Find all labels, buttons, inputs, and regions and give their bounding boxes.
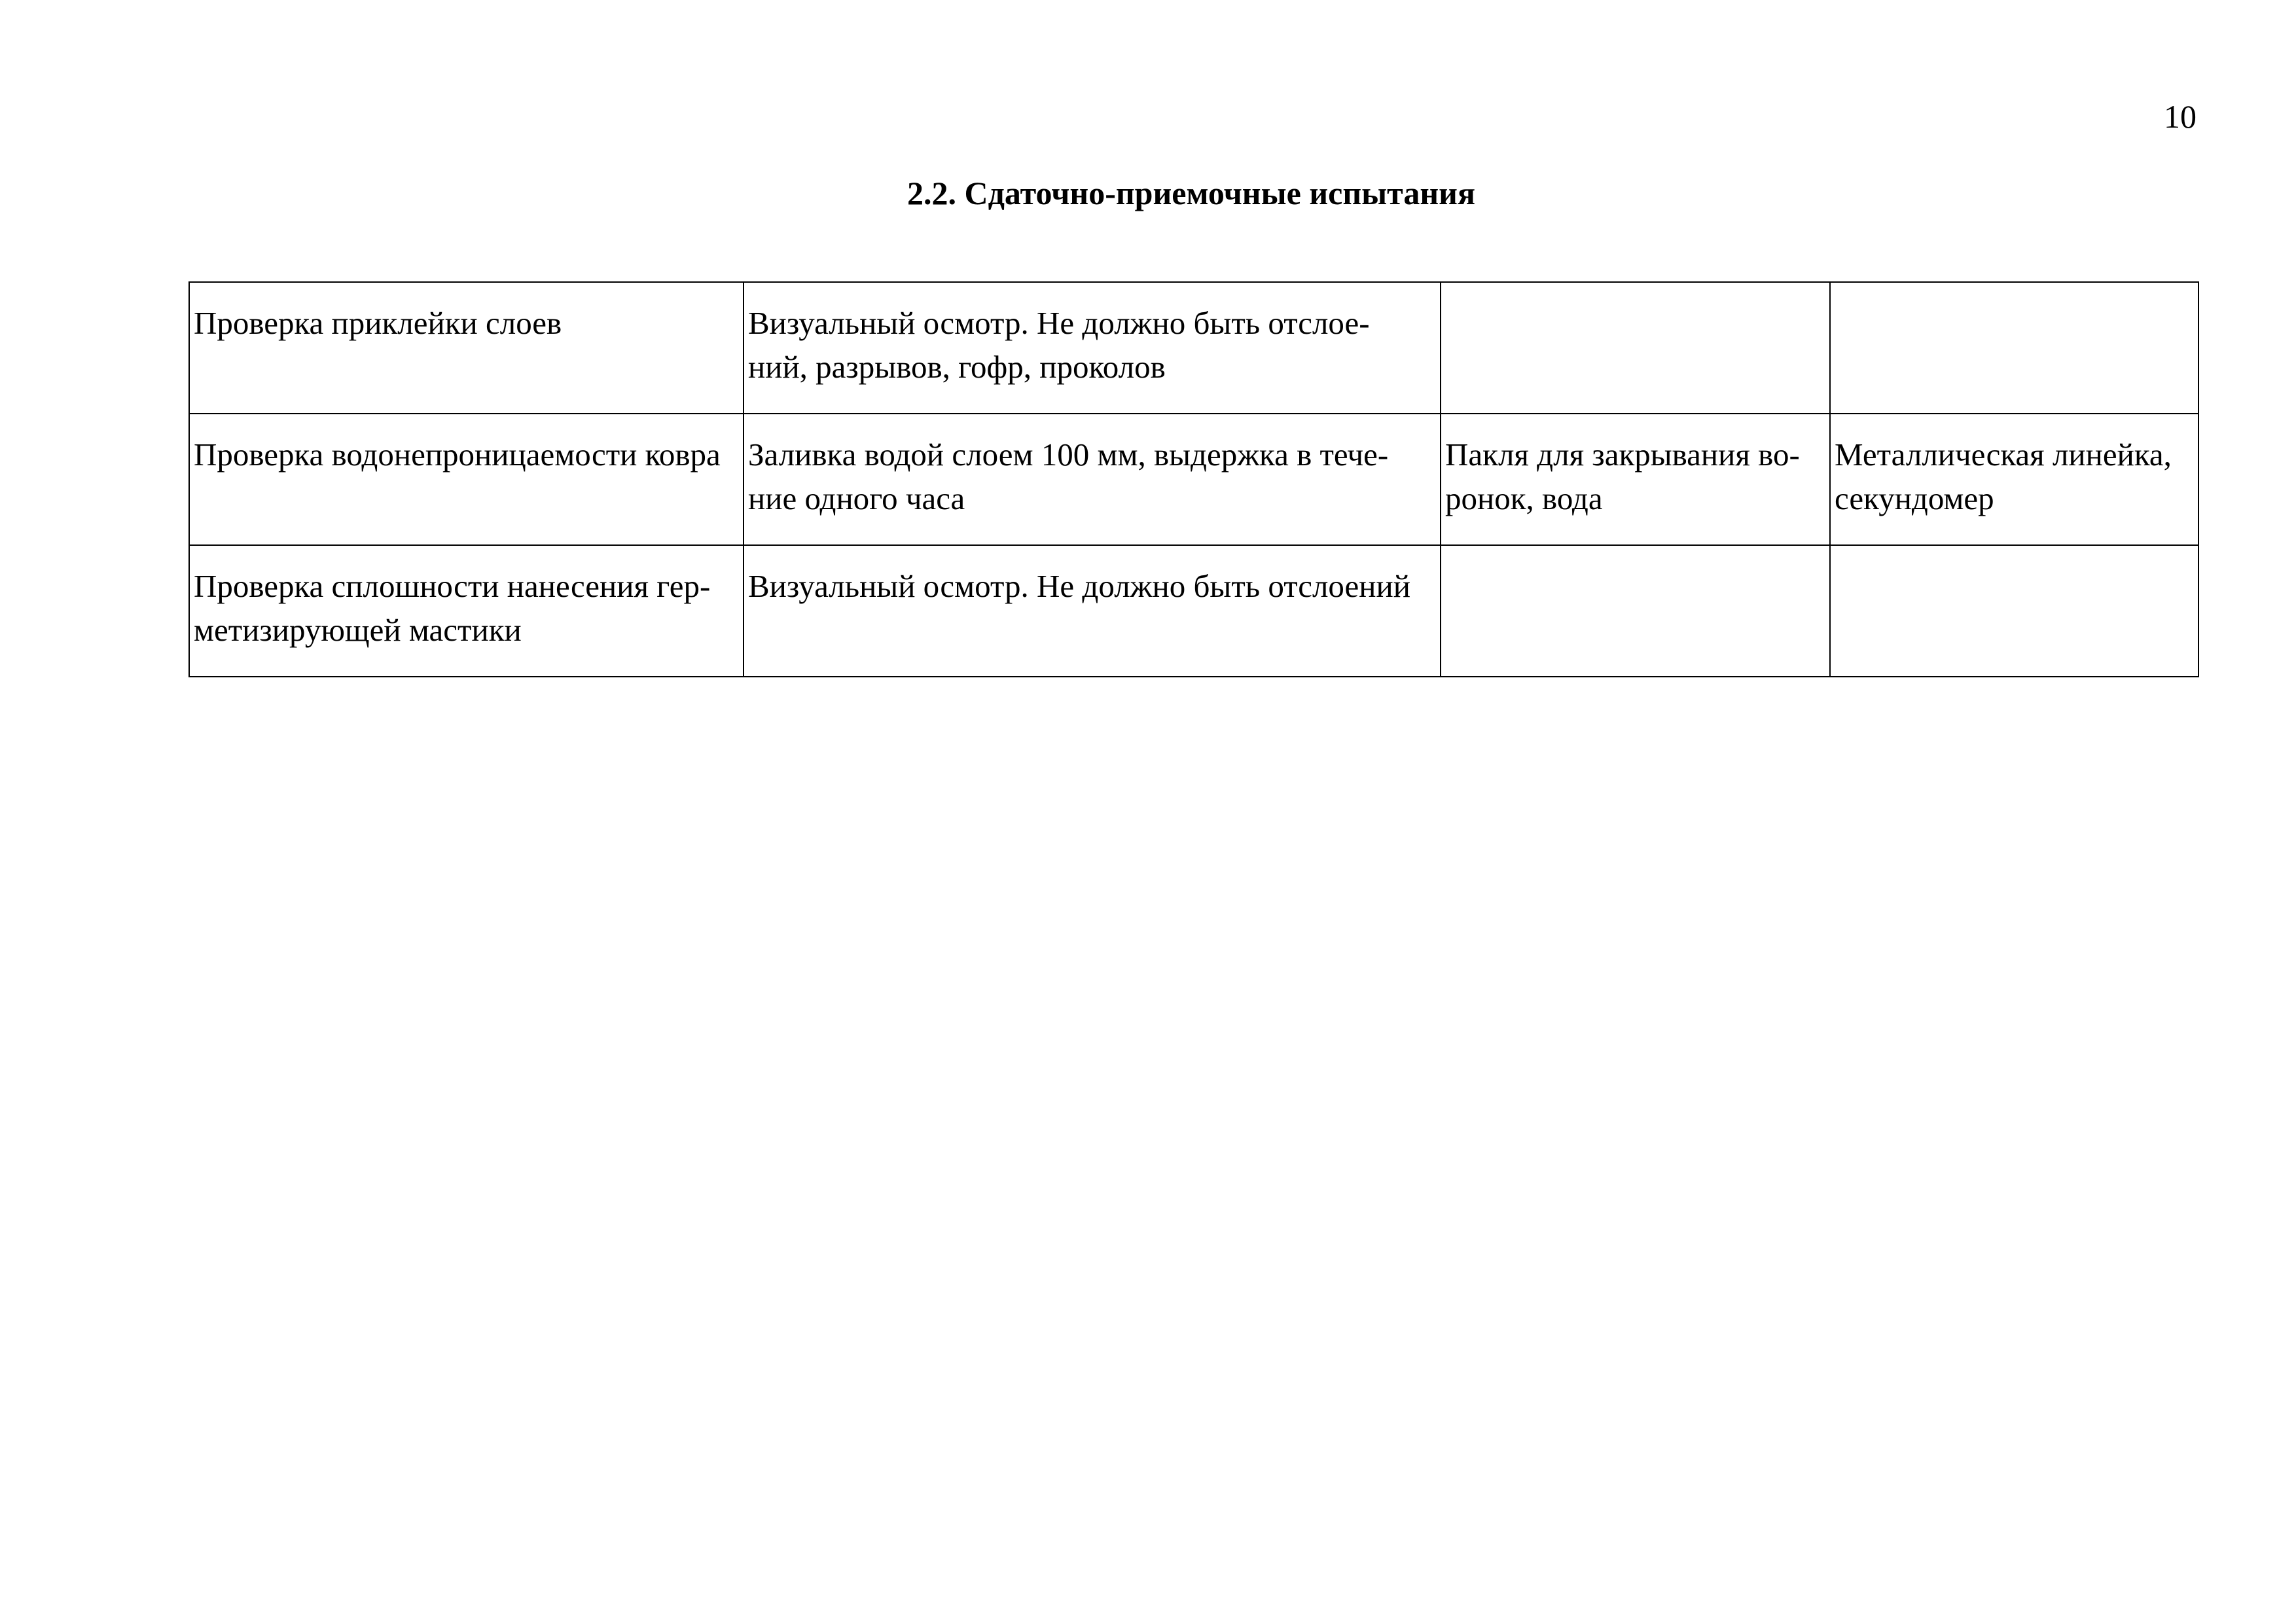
section-title: 2.2. Сдаточно-приемочные испытания bbox=[906, 175, 1476, 211]
cell-text: метизирующей мастики bbox=[194, 612, 522, 648]
table-row bbox=[189, 414, 2198, 545]
table-row bbox=[189, 545, 2198, 677]
tools-cell bbox=[1830, 545, 2198, 677]
cell-text: секундомер bbox=[1835, 480, 1994, 516]
cell-text: Заливка водой слоем 100 мм, выдержка в тече- bbox=[748, 437, 1389, 473]
materials-cell bbox=[1441, 414, 1830, 545]
materials-cell bbox=[1441, 282, 1830, 414]
check-cell bbox=[189, 414, 744, 545]
tools-cell bbox=[1830, 414, 2198, 545]
cell-text: Проверка приклейки слоев bbox=[194, 305, 562, 341]
table-row bbox=[189, 282, 2198, 414]
check-cell bbox=[189, 282, 744, 414]
check-cell bbox=[189, 545, 744, 677]
cell-text: ронок, вода bbox=[1445, 480, 1603, 516]
cell-text: Металлическая линейка, bbox=[1835, 437, 2172, 473]
materials-cell bbox=[1441, 545, 1830, 677]
tools-cell bbox=[1830, 282, 2198, 414]
cell-text: ний, разрывов, гофр, проколов bbox=[748, 349, 1166, 385]
cell-text: Проверка сплошности нанесения гер- bbox=[194, 568, 711, 604]
page-number: 10 bbox=[2164, 98, 2197, 135]
cell-text: Проверка водонепроницаемости ковра bbox=[194, 437, 721, 473]
cell-text: ние одного часа bbox=[748, 480, 965, 516]
cell-text: Визуальный осмотр. Не должно быть отслоений bbox=[748, 568, 1410, 604]
cell-text: Пакля для закрывания во- bbox=[1445, 437, 1800, 473]
cell-text: Визуальный осмотр. Не должно быть отслое- bbox=[748, 305, 1370, 341]
acceptance-tests-table bbox=[188, 281, 2199, 677]
method-cell bbox=[744, 282, 1441, 414]
method-cell bbox=[744, 414, 1441, 545]
method-cell bbox=[744, 545, 1441, 677]
